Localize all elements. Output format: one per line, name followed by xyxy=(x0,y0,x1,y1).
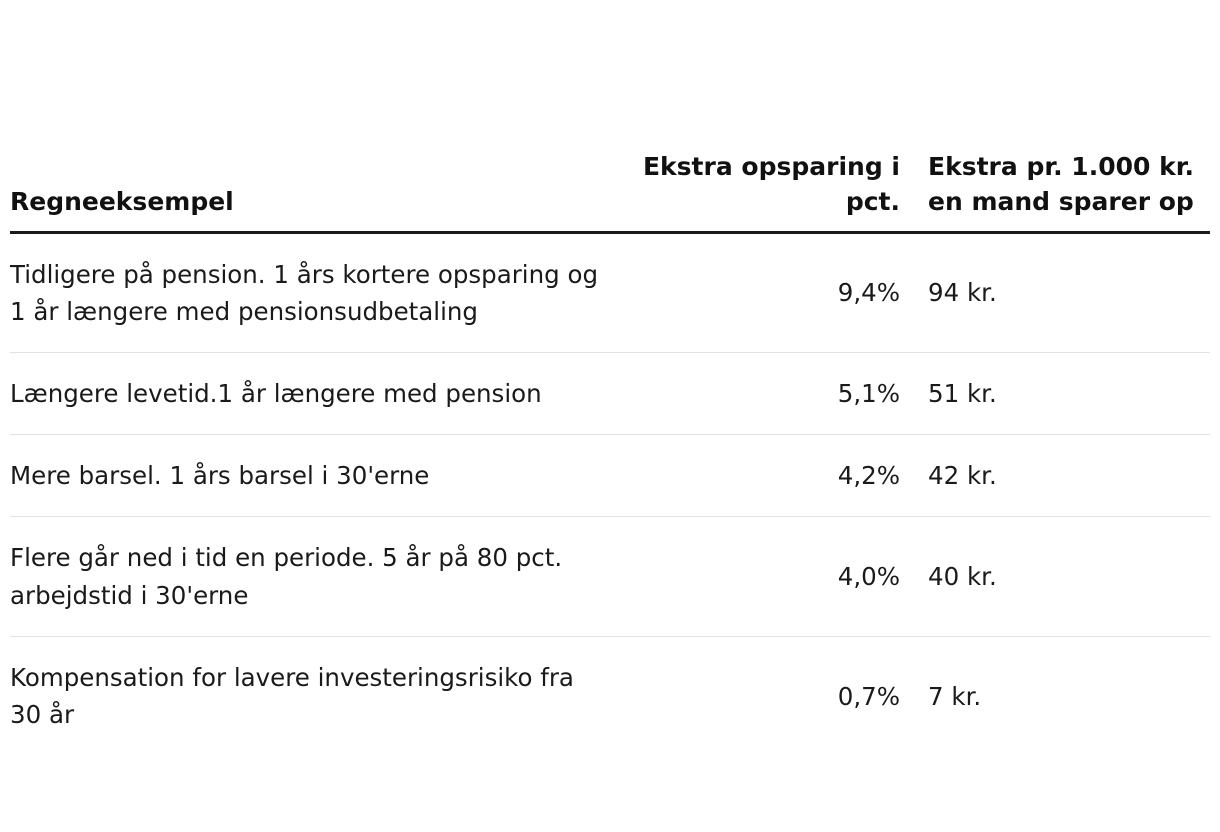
cell-kr: 40 kr. xyxy=(928,517,1210,636)
column-header-ekstra-opsparing-pct: Ekstra opsparing i pct. xyxy=(638,0,928,232)
column-header-ekstra-pr-1000-kr: Ekstra pr. 1.000 kr. en mand sparer op xyxy=(928,0,1210,232)
cell-regneeksempel: Flere går ned i tid en periode. 5 år på 80 pct. arbejdstid i 30'erne xyxy=(10,517,638,636)
table-row xyxy=(10,517,1210,636)
cell-pct: 9,4% xyxy=(638,232,928,352)
column-header-regneeksempel: Regneeksempel xyxy=(10,0,638,232)
table-body xyxy=(10,232,1210,755)
calculation-example-table xyxy=(10,0,1210,755)
cell-regneeksempel: Tidligere på pension. 1 års kortere opsparing og 1 år længere med pensionsudbetaling xyxy=(10,232,638,352)
cell-regneeksempel: Længere levetid.1 år længere med pension xyxy=(10,352,638,434)
cell-pct: 5,1% xyxy=(638,352,928,434)
table-row xyxy=(10,636,1210,755)
table-row xyxy=(10,435,1210,517)
table-row xyxy=(10,232,1210,352)
table-row xyxy=(10,352,1210,434)
cell-regneeksempel: Mere barsel. 1 års barsel i 30'erne xyxy=(10,435,638,517)
cell-pct: 4,2% xyxy=(638,435,928,517)
cell-regneeksempel: Kompensation for lavere investeringsrisiko fra 30 år xyxy=(10,662,574,730)
cell-pct: 4,0% xyxy=(638,517,928,636)
table-header-row xyxy=(10,0,1210,232)
cell-kr: 7 kr. xyxy=(928,681,982,711)
table-header xyxy=(10,0,1210,232)
cell-pct: 0,7% xyxy=(837,681,900,711)
cell-kr: 42 kr. xyxy=(928,435,1210,517)
cell-kr: 51 kr. xyxy=(928,352,1210,434)
cell-kr: 94 kr. xyxy=(928,232,1210,352)
